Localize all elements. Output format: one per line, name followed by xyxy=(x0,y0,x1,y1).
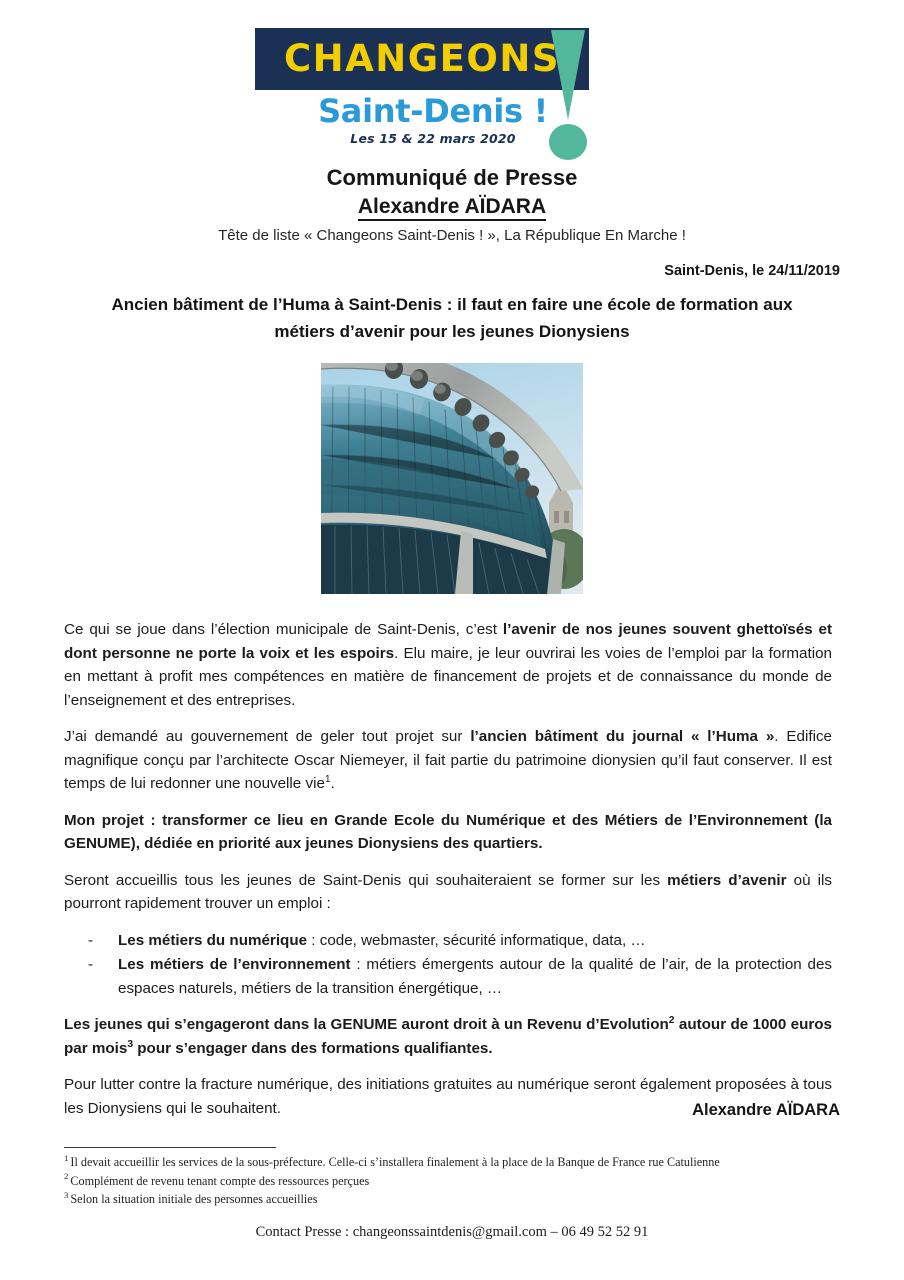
p1-text-bold: l’avenir de nos jeunes souvent ghettoïsés et dont personne ne porte la voix et les espoirs xyxy=(64,621,833,662)
document-type-title: Communiqué de Presse xyxy=(326,165,578,190)
contact-line: Contact Presse : changeonssaintdenis@gmail.com – 06 49 52 52 91 xyxy=(255,1224,649,1240)
list-item-detail: : code, webmaster, sécurité informatique, data, … xyxy=(307,931,646,949)
footnote-text: Il devait accueillir les services de la sous-préfecture. Celle-ci s’installera finalement à la place de la Banque de France rue Catulienne xyxy=(70,1155,720,1169)
footnote-marker: 2 xyxy=(64,1171,69,1182)
p2-text-d: . xyxy=(330,775,335,792)
footnote-separator xyxy=(64,1147,276,1148)
candidate-subtitle: Tête de liste « Changeons Saint-Denis ! », La République En Marche ! xyxy=(218,227,686,244)
p5-text-a: Les jeunes qui s’engageront dans la GENUME auront droit à un Revenu d’Evolution xyxy=(64,1016,669,1033)
bullet-dash-icon: - xyxy=(88,931,94,949)
logo-word-changeons: CHANGEONS xyxy=(284,37,560,80)
p4-text-bold: métiers d’avenir xyxy=(667,871,787,889)
logo-tagline: Les 15 & 22 mars 2020 xyxy=(350,131,516,146)
footnote-item xyxy=(64,1153,854,1172)
paragraph-3-project: Mon projet : transformer ce lieu en Grande Ecole du Numérique et des Métiers de l’Environnement (la GENUME), dédiée en priorité aux jeunes Dionysiens des quartiers. xyxy=(64,811,832,852)
footnote-item xyxy=(64,1190,854,1209)
paragraph-4 xyxy=(64,869,832,916)
jobs-list xyxy=(64,929,832,1001)
press-release-headline: Ancien bâtiment de l’Huma à Saint-Denis : il faut en faire une école de formation aux métiers d’avenir pour les jeunes Dionysiens xyxy=(111,295,793,341)
footnote-ref-3: 3 xyxy=(127,1038,134,1050)
p4-text-a: Seront accueillis tous les jeunes de Saint-Denis qui souhaiteraient se former sur les xyxy=(64,871,668,889)
list-item-label: Les métiers de l’environnement xyxy=(118,956,351,973)
campaign-logo xyxy=(255,28,650,146)
list-item-label: Les métiers du numérique xyxy=(118,931,308,949)
p2-text-a: J’ai demandé au gouvernement de geler tout projet sur xyxy=(64,728,471,745)
bullet-dash-icon: - xyxy=(88,956,94,973)
candidate-name-underlined: Alexandre AÏDARA xyxy=(358,195,546,221)
signature: Alexandre AÏDARA xyxy=(692,1101,840,1119)
press-release-body xyxy=(64,618,832,1133)
paragraph-6: Pour lutter contre la fracture numérique, des initiations gratuites au numérique seront également proposées à tous les Dionysiens qui le souhaitent. xyxy=(64,1076,832,1117)
building-photo-illustration xyxy=(321,363,583,594)
list-item xyxy=(64,929,832,953)
footnote-ref-1: 1 xyxy=(324,773,331,785)
footnote-marker: 1 xyxy=(64,1152,69,1163)
footnote-marker: 3 xyxy=(64,1189,69,1200)
paragraph-2 xyxy=(64,725,832,796)
building-photo xyxy=(321,363,583,594)
p2-text-c: . Edifice magnifique conçu par l’architecte Oscar Niemeyer, il fait partie du patrimoine dionysien qu’il faut conserver. Il est temps de lui redonner une nouvelle vie xyxy=(64,728,833,792)
list-item xyxy=(64,953,832,1000)
p1-text-a: Ce qui se joue dans l’élection municipale de Saint-Denis, c’est xyxy=(64,621,503,638)
paragraph-5-revenue xyxy=(64,1013,832,1060)
p1-text-c: . Elu maire, je leur ouvrirai les voies de l’emploi par la formation en mettant à profit mes compétences en matière de financement de projets et de connaissance du monde de l’enseignement et des entreprises. xyxy=(64,644,832,709)
footnote-ref-2: 2 xyxy=(668,1014,675,1026)
paragraph-1 xyxy=(64,618,832,712)
logo-word-saint-denis: Saint-Denis ! xyxy=(318,92,548,130)
list-item-detail: : métiers émergents autour de la qualité de l’air, de la protection des espaces naturels, métiers de la transition énergétique, … xyxy=(118,956,832,997)
dateline: Saint-Denis, le 24/11/2019 xyxy=(664,263,840,279)
p2-text-bold: l’ancien bâtiment du journal « l’Huma » xyxy=(470,728,775,745)
footnote-item xyxy=(64,1172,854,1191)
footnotes xyxy=(64,1153,854,1209)
p4-text-c: où ils pourront rapidement trouver un emploi : xyxy=(64,871,832,912)
p5-text-b: autour de 1000 euros par mois xyxy=(64,1016,832,1057)
footnote-text: Selon la situation initiale des personnes accueillies xyxy=(70,1192,318,1206)
candidate-name-heading xyxy=(0,195,904,219)
footnote-text: Complément de revenu tenant compte des ressources perçues xyxy=(70,1173,370,1188)
p5-text-c: pour s’engager dans des formations qualifiantes. xyxy=(133,1039,493,1057)
